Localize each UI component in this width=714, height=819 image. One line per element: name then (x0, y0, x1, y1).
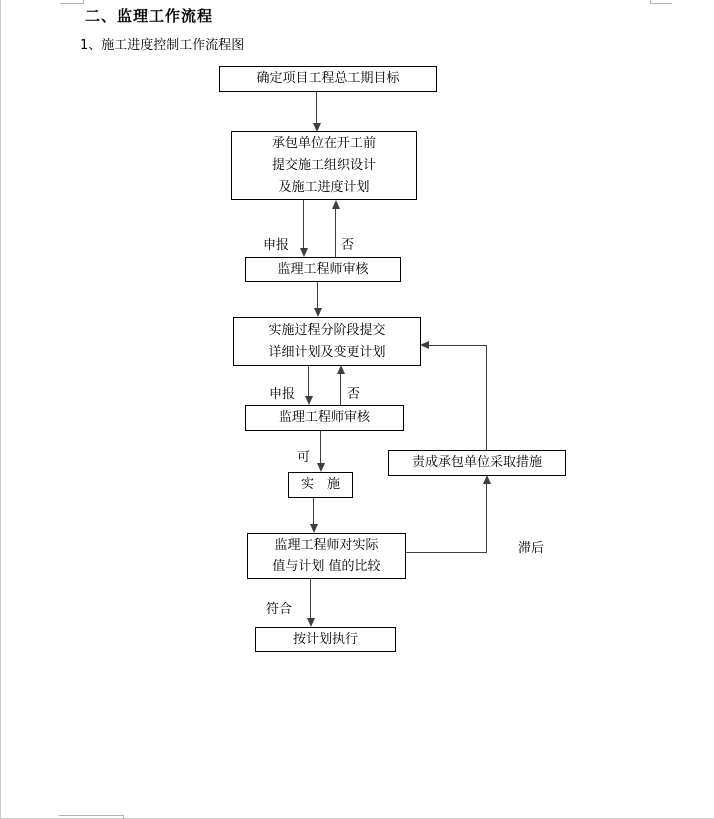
connector-declare2-down (308, 365, 309, 397)
connector-compare-right (405, 552, 487, 553)
connector-review1-to-staged (317, 281, 318, 309)
arrowhead-review1-to-staged (314, 308, 322, 317)
connector-compare-to-execute (310, 578, 311, 619)
connector-declare1-down (303, 200, 304, 250)
node-line: 提交施工组织设计 (271, 157, 376, 173)
node-line: 监理工程师审核 (278, 410, 370, 425)
node-staged-submission (233, 317, 421, 366)
node-line: 监理工程师对实际 (274, 538, 379, 553)
connector-no1-up (335, 208, 336, 257)
arrowhead-no2-up (337, 365, 345, 374)
node-line: 按计划执行 (292, 631, 358, 647)
node-line: 实 施 (300, 477, 340, 492)
label-approved: 可 (297, 450, 311, 465)
connector-no2-up (340, 373, 341, 405)
node-line: 责成承包单位采取措施 (411, 455, 542, 470)
connector-implement-to-compare (313, 497, 314, 525)
arrowhead-compare-to-execute (307, 618, 315, 627)
node-line: 实施过程分阶段提交 (268, 322, 386, 338)
arrowhead-declare1-down (300, 248, 308, 257)
label-no-1: 否 (341, 238, 355, 253)
node-line: 值与计划 值的比较 (272, 559, 381, 574)
connector-goal-to-contractor (316, 92, 317, 124)
page-left-edge-line (0, 0, 1, 819)
margin-mark-bottom-left-h (59, 815, 124, 816)
arrowhead-into-staged (420, 341, 429, 349)
connector-corrective-up (486, 345, 487, 450)
node-line: 详细计划及变更计划 (268, 344, 386, 360)
connector-review2-to-implement (320, 430, 321, 464)
node-execute-per-plan (255, 627, 396, 652)
margin-mark-top-left-v (83, 0, 84, 4)
arrowhead-review2-to-implement (317, 463, 325, 472)
node-line: 承包单位在开工前 (271, 135, 376, 151)
node-contractor-submission (231, 131, 417, 200)
arrowhead-no1-up (332, 200, 340, 209)
label-declare-1: 申报 (263, 238, 290, 253)
arrowhead-declare2-down (305, 396, 313, 405)
connector-feedback-left (428, 345, 486, 346)
margin-mark-top-left-h (60, 3, 84, 4)
label-conform: 符合 (266, 602, 293, 617)
node-implementation (288, 472, 353, 498)
label-no-2: 否 (347, 387, 361, 402)
margin-mark-top-right-v (650, 0, 651, 4)
node-set-duration-goal (219, 66, 437, 92)
margin-mark-bottom-left-v (123, 815, 124, 819)
node-line: 及施工进度计划 (278, 179, 370, 195)
arrowhead-implement-to-compare (310, 524, 318, 533)
node-supervisor-review-1 (245, 257, 401, 282)
node-actual-vs-plan-comparison (247, 533, 406, 579)
margin-mark-top-right-h (650, 3, 672, 4)
arrowhead-into-corrective (483, 475, 491, 484)
node-supervisor-review-2 (245, 405, 404, 431)
section-heading: 二、监理工作流程 (85, 7, 214, 25)
label-lag: 滞后 (518, 541, 545, 556)
node-corrective-action (388, 450, 566, 476)
connector-lag-up-to-corrective (486, 483, 487, 553)
node-line: 监理工程师审核 (277, 261, 369, 277)
label-declare-2: 申报 (269, 387, 296, 402)
flowchart-title: 1、施工进度控制工作流程图 (80, 38, 245, 53)
node-line: 确定项目工程总工期目标 (256, 71, 400, 86)
